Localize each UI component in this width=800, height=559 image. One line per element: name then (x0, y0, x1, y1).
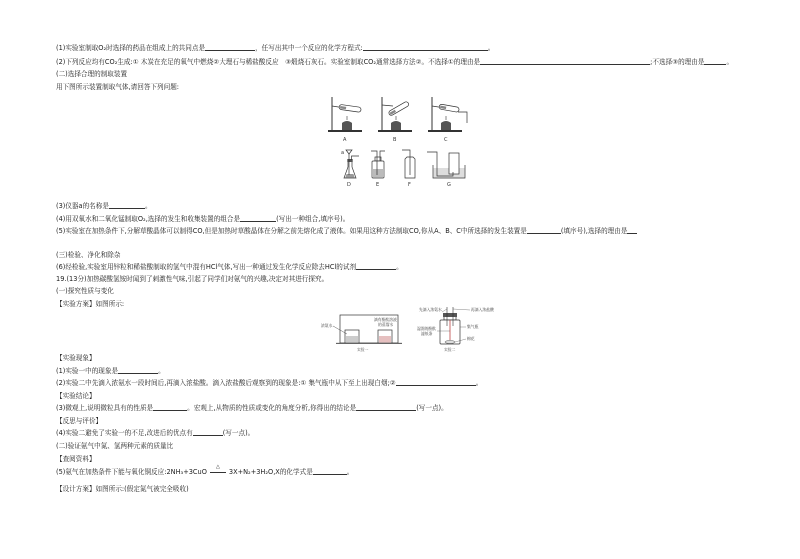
question-6-end: 。 (396, 263, 403, 271)
question-19-intro: 19.(13分)加热碳酸氢铵时闻到了刺激性气味,引起了同学们对氨气的兴趣,决定对其进行探究。 (56, 275, 329, 283)
exp2-cotton-label: 棉花 (467, 336, 475, 341)
q19-part-2-end: 。 (475, 379, 483, 387)
reference-heading: 【查阅资料】 (56, 455, 96, 463)
question-5-text: (5)实验室在加热条件下,分解草酸晶体可以制得CO,但是加热时草酸晶体在分解之前先熔化成了液体。如果用这种方法制取CO,你从A、B、C中所选择的发生装置是 (56, 227, 527, 235)
question-4-line (56, 215, 349, 223)
question-3-text: (3)仪器a的名称是 (56, 202, 109, 210)
answer-blank (193, 429, 223, 436)
part-1-heading: (一)探究性质与变化 (56, 287, 114, 295)
q19-part-3-text-2: 。宏观上,从物质的性质或变化的角度分析,你得出的结论是 (187, 404, 357, 412)
apparatus-label-c: C (444, 137, 448, 143)
q19-part-5-end: 。 (346, 468, 354, 476)
answer-blank (118, 367, 158, 374)
answer-blank (527, 227, 561, 234)
question-5-line (56, 227, 637, 235)
exp2-drop-acid-label: 再滴入浓盐酸 (471, 307, 494, 312)
answer-blank (109, 202, 145, 209)
q19-part-5-text-2: 3X+N₂+3H₂O,X的化学式是 (228, 468, 313, 476)
apparatus-d (341, 150, 359, 188)
reaction-arrow-line (210, 472, 226, 473)
exp2-caption: 实验二 (444, 347, 456, 352)
answer-blank (396, 379, 476, 386)
exp1-water-label-line1: 滴有酚酞溶液 (374, 317, 397, 322)
question-2-line (56, 58, 733, 66)
conclusion-heading: 【实验结论】 (56, 392, 96, 400)
apparatus-label-e: E (376, 182, 380, 188)
phenomena-heading: 【实验现象】 (56, 354, 96, 362)
experiment-plan-heading: 【实验方案】如图所示: (56, 300, 125, 308)
question-6-line (56, 263, 403, 271)
question-4-text-2: (写出一种组合,填序号)。 (276, 215, 350, 223)
apparatus-e (371, 151, 385, 188)
section-heading-2: (二)选择合理的制取装置 (56, 70, 128, 78)
question-5-text-2: (填序号),选择的理由是 (560, 227, 628, 235)
exp1-ammonia-label: 浓氨水 (321, 323, 333, 328)
exp2-jar-label: 集气瓶 (467, 324, 479, 329)
q19-part-5-text: (5)氨气在加热条件下能与氧化铜反应:2NH₃+3CuO (56, 468, 207, 476)
answer-blank (356, 404, 416, 411)
apparatus-label-b: B (393, 137, 397, 143)
exp1-caption: 实验一 (357, 347, 369, 352)
answer-blank (153, 404, 187, 411)
question-1-end: 。 (487, 44, 495, 52)
design-heading: 【设计方案】如图所示:(假定氮气被完全吸收) (56, 485, 189, 493)
heating-symbol: △ (215, 464, 220, 470)
exp2-strip-label-line2: 滤纸条 (421, 331, 433, 336)
apparatus-b (378, 97, 412, 143)
answer-blank (627, 227, 637, 234)
question-2-end: 。 (726, 58, 734, 66)
reaction-condition (209, 464, 227, 476)
q19-part-2-line (56, 379, 482, 387)
q19-part-2-text: (2)实验二中先滴入浓氨水一段时间后,再滴入浓盐酸。滴入浓盐酸后观察到的现象是:① 集气瓶中从下至上出现白烟;② (56, 379, 396, 387)
experiment-figure (320, 306, 505, 354)
apparatus-label-d: D (347, 182, 351, 188)
question-1-text: (1)实验室制取O₂时选择的药品在组成上的共同点是 (56, 44, 206, 52)
question-4-text: (4)用双氧水和二氧化锰制取O₂,选择的发生和收集装置的组合是 (56, 215, 241, 223)
question-1-line (56, 44, 494, 52)
figure-intro: 用下图所示装置制取气体,请回答下列问题: (56, 83, 180, 91)
exp1-water-label-line2: 的蒸馏水 (378, 322, 394, 327)
answer-blank (240, 215, 276, 222)
q19-part-1-text: (1)实验一中的现象是 (56, 367, 119, 375)
answer-blank (704, 58, 726, 65)
reflection-heading: 【反思与评价】 (56, 417, 103, 425)
apparatus-c (428, 97, 467, 143)
section-heading-3: (三)检验、净化和除杂 (56, 251, 121, 259)
apparatus-label-a: A (343, 137, 347, 143)
question-3-end: 。 (144, 202, 152, 210)
apparatus-a (328, 97, 362, 143)
q19-part-1-end: 。 (158, 367, 165, 375)
question-1-text-2: ，任写出其中一个反应的化学方程式: (255, 44, 363, 52)
experiment-2 (417, 307, 494, 352)
apparatus-f (402, 150, 415, 188)
answer-blank (363, 44, 488, 51)
q19-part-3-line (56, 404, 448, 412)
apparatus-label-f: F (408, 182, 411, 188)
exp2-drop-ammonia-label: 先滴入浓氨水 (419, 307, 442, 312)
apparatus-figure (325, 95, 475, 190)
q19-part-3-end: (写一点)。 (416, 404, 448, 412)
instrument-marker-a: a (341, 150, 345, 156)
q19-part-4-text: (4)实验二避免了实验一的不足,改进后的优点有 (56, 429, 193, 437)
question-3-line (56, 202, 152, 210)
apparatus-g (427, 152, 465, 188)
experiment-1 (321, 315, 402, 352)
answer-blank (480, 58, 650, 65)
q19-part-1-line (56, 367, 165, 375)
question-2-text-2: ;不选择③的理由是 (650, 58, 705, 66)
q19-part-4-end: (写一点)。 (222, 429, 255, 437)
q19-part-3-text: (3)微观上,说明微粒具有的性质是 (56, 404, 154, 412)
exp2-strip-label-line1: 湿润的酚酞 (417, 326, 436, 331)
question-2-text: (2)下列反应均有CO₂生成:① 木炭在充足的氧气中燃烧②大理石与稀盐酸反应 ③煅烧石灰石。实验室制取CO₂通常选择方法②。不选择①的理由是 (56, 58, 481, 66)
apparatus-label-g: G (447, 182, 451, 188)
q19-part-4-line (56, 429, 254, 437)
part-2-heading: (二)验证氨气中氮、氢两种元素的质量比 (56, 442, 174, 450)
answer-blank (356, 263, 396, 270)
question-6-text: (6)经检验,实验室用锌粒和稀盐酸制取的氢气中混有HCl气体,写出一种通过发生化学反应除去HCl的试剂 (56, 263, 357, 271)
answer-blank (205, 44, 255, 51)
answer-blank (313, 468, 347, 475)
q19-part-5-line (56, 464, 354, 476)
